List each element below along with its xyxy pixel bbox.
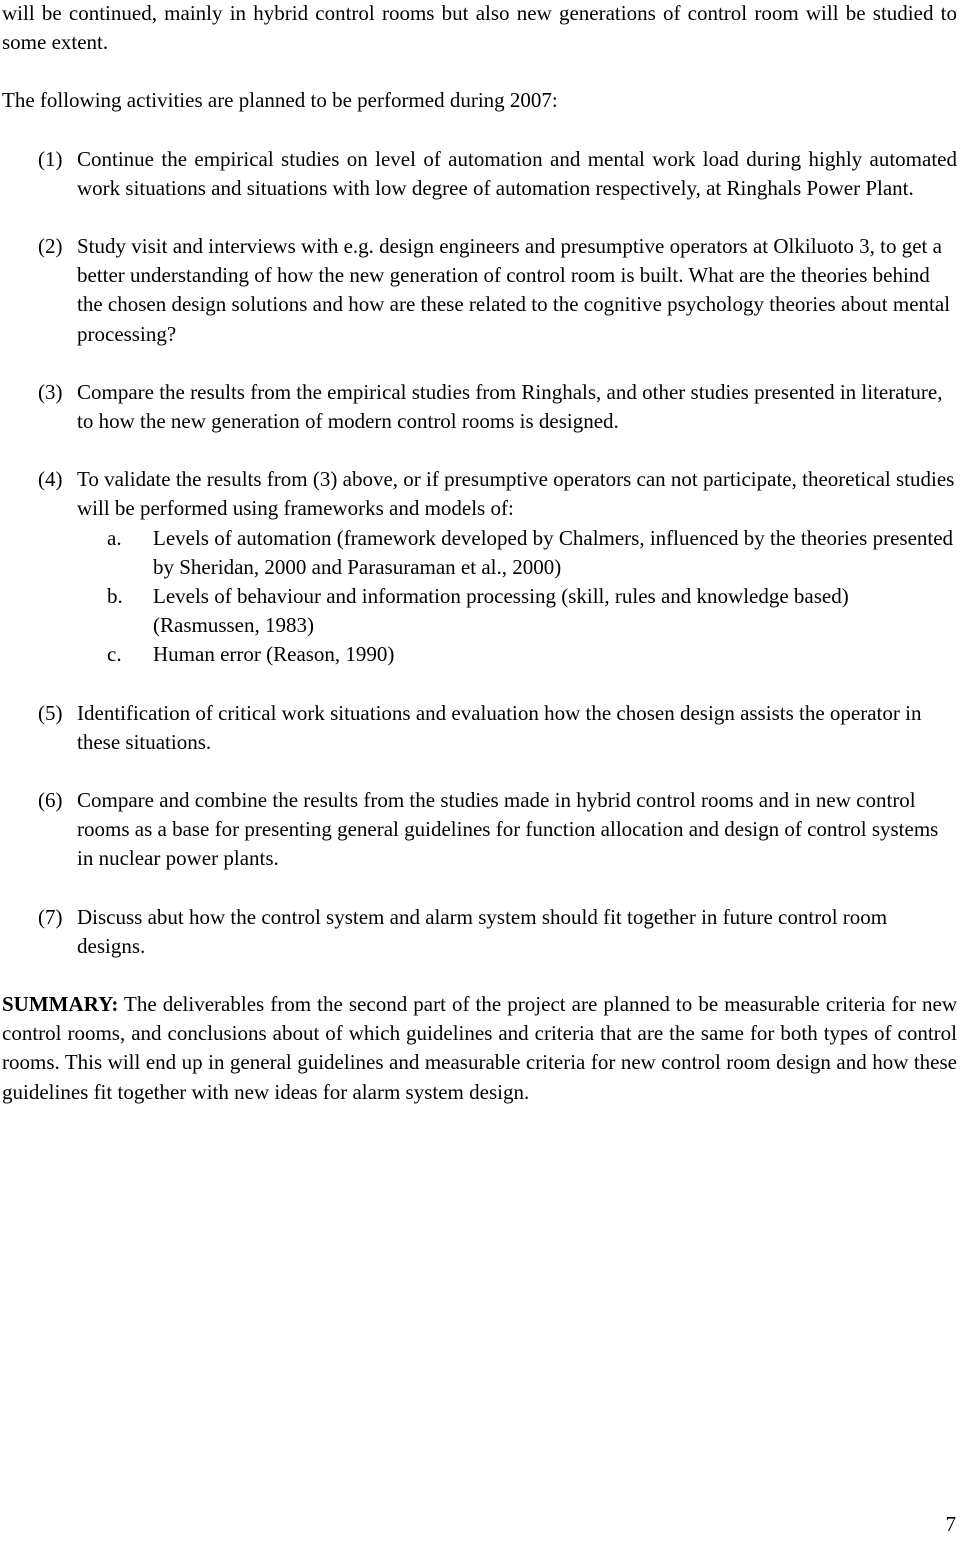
list-item (2, 232, 957, 349)
page-number: 7 (945, 1512, 956, 1536)
sub-item (77, 524, 957, 582)
item-text: Identification of critical work situations and evaluation how the chosen design assists the operator in these situations. (77, 700, 922, 754)
sub-item (77, 640, 957, 669)
item-number: (7) (38, 904, 63, 929)
list-item (2, 786, 957, 874)
intro-continuation: will be continued, mainly in hybrid control rooms but also new generations of control room will be studied to some extent. (2, 1, 957, 55)
list-item (2, 903, 957, 961)
sub-item-text: Levels of behaviour and information processing (skill, rules and knowledge based) (Rasmussen, 1983) (153, 584, 849, 638)
activity-list (2, 145, 957, 961)
item-number: (2) (38, 234, 63, 259)
item-text: Continue the empirical studies on level of automation and mental work load during highly automated work situations and situations with low degree of automation respectively, at Ringhals Power Plant. (77, 146, 957, 200)
list-item (2, 699, 957, 757)
item-text: Compare the results from the empirical studies from Ringhals, and other studies presented in literature, to how the new generation of modern control rooms is designed. (77, 379, 943, 434)
list-item (2, 378, 957, 436)
summary-paragraph (2, 990, 957, 1107)
item-number: (6) (38, 788, 63, 813)
item-text: To validate the results from (3) above, or if presumptive operators can not participate, theoretical studies will be performed using frameworks and models of: (77, 467, 955, 521)
item-number: (1) (38, 146, 63, 171)
item-number: (5) (38, 700, 63, 725)
sub-item-text: Human error (Reason, 1990) (153, 642, 395, 667)
sub-item-letter: c. (107, 642, 122, 667)
sub-item-letter: b. (107, 584, 123, 609)
summary-text: The deliverables from the second part of the project are planned to be measurable criteria for new control rooms, and conclusions about of which guidelines and criteria that are the same for both types of control rooms. This will end up in general guidelines and measurable criteria for new control room design and how these guidelines fit together with new ideas for alarm system design. (2, 992, 957, 1104)
item-number: (3) (38, 379, 63, 404)
activities-lead: The following activities are planned to be performed during 2007: (2, 88, 558, 113)
list-item (2, 465, 957, 669)
item-text: Discuss abut how the control system and alarm system should fit together in future control room designs. (77, 904, 888, 958)
sub-list (77, 524, 957, 670)
item-text: Study visit and interviews with e.g. design engineers and presumptive operators at Olkiluoto 3, to get a better understanding of how the new generation of control room is built. What are the theories behind the chosen design solutions and how are these related to the cognitive psychology theories about mental processing? (77, 234, 951, 346)
sub-item-letter: a. (107, 525, 122, 550)
list-item (2, 145, 957, 203)
sub-item (77, 582, 957, 640)
sub-item-text: Levels of automation (framework developed by Chalmers, influenced by the theories presented by Sheridan, 2000 and Parasuraman et al., 2000) (153, 525, 954, 579)
item-text: Compare and combine the results from the studies made in hybrid control rooms and in new control rooms as a base for presenting general guidelines for function allocation and design of control systems in nuclear power plants. (77, 788, 939, 871)
item-number: (4) (38, 467, 63, 492)
page-body (2, 0, 957, 1107)
summary-label: SUMMARY: (2, 992, 119, 1017)
